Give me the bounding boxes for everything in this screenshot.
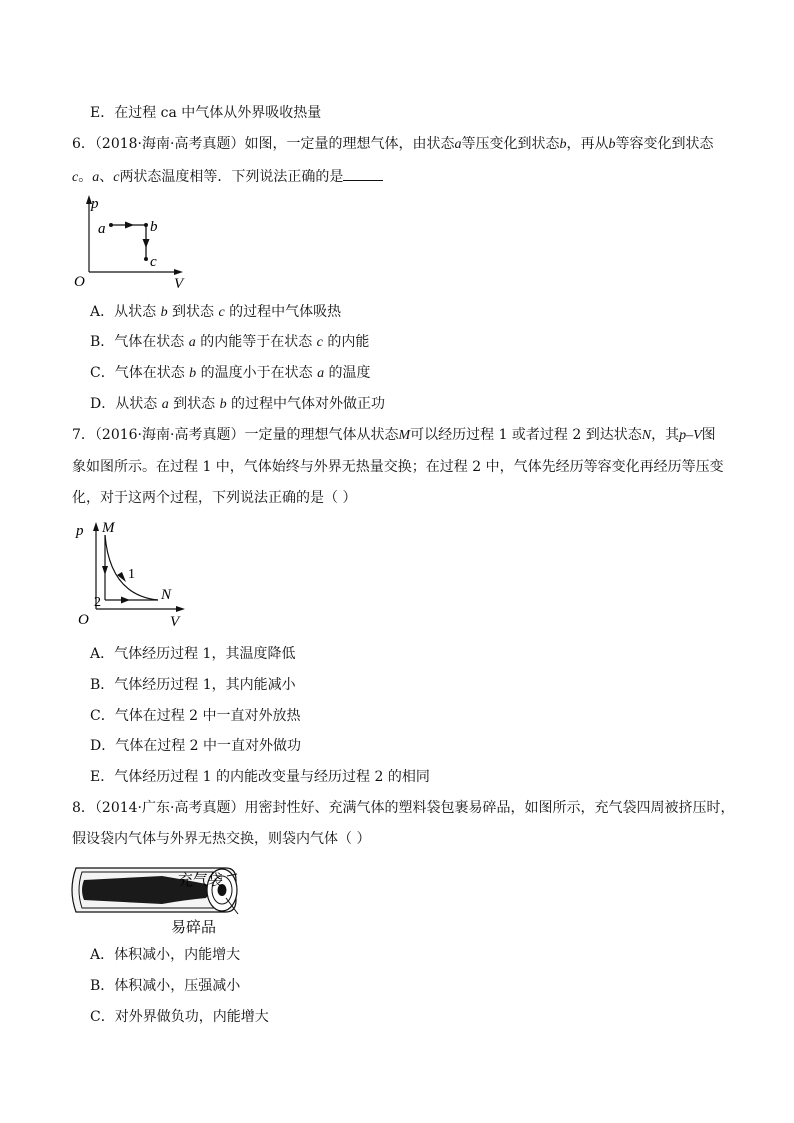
q6-stem-text: ，再从	[566, 136, 609, 152]
q6-option-b	[90, 333, 369, 352]
q6-var-b: b	[559, 137, 567, 152]
option-text: A．从状态	[90, 304, 161, 320]
q5-option-e: E．在过程 ca 中气体从外界吸收热量	[90, 105, 322, 121]
process-bc-arrow-icon	[143, 239, 150, 248]
q6-stem-line1	[72, 135, 713, 154]
v-axis-label: V	[174, 276, 184, 292]
state-b-point	[144, 223, 148, 227]
origin-label: O	[78, 612, 89, 628]
q6-var-b: b	[160, 305, 168, 320]
p-axis-label: p	[91, 196, 99, 212]
option-text: 的温度	[324, 365, 371, 381]
q6-stem-text: 两状态温度相等．下列说法正确的是	[119, 169, 344, 185]
process-2-down-arrow-icon	[102, 566, 108, 575]
p-axis-arrow-icon	[93, 522, 99, 531]
q8-stem-line2: 假设袋内气体与外界无热交换，则袋内气体（ ）	[72, 831, 371, 847]
q7-stem-text: ，其	[651, 427, 680, 443]
q6-stem-text: 等容变化到状态	[615, 136, 714, 152]
q8-source: （2014·广东·高考真题）	[94, 800, 245, 816]
airbag-label: 充气袋	[178, 873, 224, 889]
fragile-item-label: 易碎品	[171, 920, 217, 936]
q6-var-a: a	[454, 137, 462, 152]
q6-option-a	[90, 303, 341, 322]
q6-var-b: b	[219, 397, 227, 412]
q8-stem-line1	[72, 799, 734, 817]
q7-stem-text: 一定量的理想气体从状态	[244, 427, 399, 443]
q6-var-a: a	[161, 397, 169, 412]
q8-stem-text: 用密封性好、充满气体的塑料袋包裹易碎品，如图所示，充气袋四周被挤压时，	[244, 800, 735, 816]
q7-var-pv: p–V	[679, 428, 702, 443]
v-axis-arrow-icon	[176, 606, 185, 612]
q6-option-d	[90, 395, 385, 414]
q7-var-m: M	[398, 428, 411, 443]
q7-stem-line2: 象如图所示。在过程 1 中，气体始终与外界无热量交换；在过程 2 中，气体先经历等容变化再经历等压变	[72, 459, 724, 475]
option-text: 的温度小于在状态	[196, 365, 318, 381]
q6-var-b: b	[608, 137, 616, 152]
q7-option-b: B．气体经历过程 1，其内能减小	[90, 677, 296, 693]
q7-stem-text: 可以经历过程 1 或者过程 2 到达状态	[410, 427, 642, 443]
q6-var-a: a	[317, 366, 325, 381]
q6-stem-text: 、	[99, 169, 114, 185]
q6-stem-text: 等压变化到状态	[461, 136, 560, 152]
q6-number: 6．	[72, 136, 95, 152]
process-2-right-arrow-icon	[121, 597, 130, 604]
process-ab-arrow-icon	[125, 222, 134, 229]
p-axis-label: p	[76, 523, 84, 539]
origin-label: O	[74, 274, 85, 290]
q6-var-c: c	[72, 170, 79, 185]
state-a-point	[109, 223, 113, 227]
option-text: D．从状态	[90, 396, 162, 412]
state-n-label: N	[161, 587, 172, 603]
option-text: 的内能等于在状态	[195, 334, 317, 350]
q6-var-c: c	[316, 335, 323, 350]
q6-pv-graph	[70, 192, 200, 292]
option-text: 到状态	[167, 304, 219, 320]
q7-option-e: E．气体经历过程 1 的内能改变量与经历过程 2 的相同	[90, 769, 430, 785]
state-b-label: b	[150, 219, 158, 235]
process-1-label: 1	[128, 567, 135, 582]
v-axis-arrow-icon	[174, 269, 183, 275]
q7-number: 7．	[72, 427, 95, 443]
option-text: 的内能	[322, 334, 370, 350]
option-text: C．气体在状态	[90, 365, 190, 381]
q6-var-a: a	[188, 335, 196, 350]
q7-source: （2016·海南·高考真题）	[94, 427, 245, 443]
q7-var-n: N	[641, 428, 652, 443]
option-text: 的过程中气体对外做正功	[226, 396, 386, 412]
q7-option-a: A．气体经历过程 1，其温度降低	[90, 646, 296, 662]
process-2-label: 2	[94, 595, 101, 610]
q6-var-b: b	[189, 366, 197, 381]
q6-var-c: c	[218, 305, 225, 320]
option-text: 的过程中气体吸热	[224, 304, 342, 320]
option-text: B．气体在状态	[90, 334, 189, 350]
q6-stem-line2	[72, 166, 383, 187]
q7-pv-graph	[72, 515, 202, 630]
state-c-label: c	[150, 254, 157, 270]
q7-stem-line3: 化，对于这两个过程，下列说法正确的是（ ）	[72, 490, 357, 506]
q6-var-a: a	[92, 170, 100, 185]
q8-option-b: B．体积减小，压强减小	[90, 978, 241, 994]
state-m-label: M	[102, 520, 115, 536]
q8-option-c: C．对外界做负功，内能增大	[90, 1009, 269, 1025]
v-axis-label: V	[170, 614, 180, 630]
q6-var-c: c	[113, 170, 120, 185]
q6-option-c	[90, 364, 371, 383]
q8-airbag-figure	[66, 854, 246, 934]
q8-number: 8．	[72, 800, 95, 816]
q8-option-a: A．体积减小，内能增大	[90, 947, 241, 963]
q6-stem-text: 如图，一定量的理想气体，由状态	[244, 136, 455, 152]
state-c-point	[144, 257, 148, 261]
q7-option-c: C．气体在过程 2 中一直对外放热	[90, 708, 301, 724]
q7-option-d: D．气体在过程 2 中一直对外做功	[90, 738, 302, 754]
answer-blank	[343, 166, 383, 181]
q6-source: （2018·海南·高考真题）	[94, 136, 245, 152]
state-a-label: a	[98, 221, 106, 237]
q7-stem-line1	[72, 426, 716, 445]
q6-stem-text: 。	[78, 169, 93, 185]
q7-stem-text: 图	[701, 427, 716, 443]
option-text: 到状态	[168, 396, 220, 412]
